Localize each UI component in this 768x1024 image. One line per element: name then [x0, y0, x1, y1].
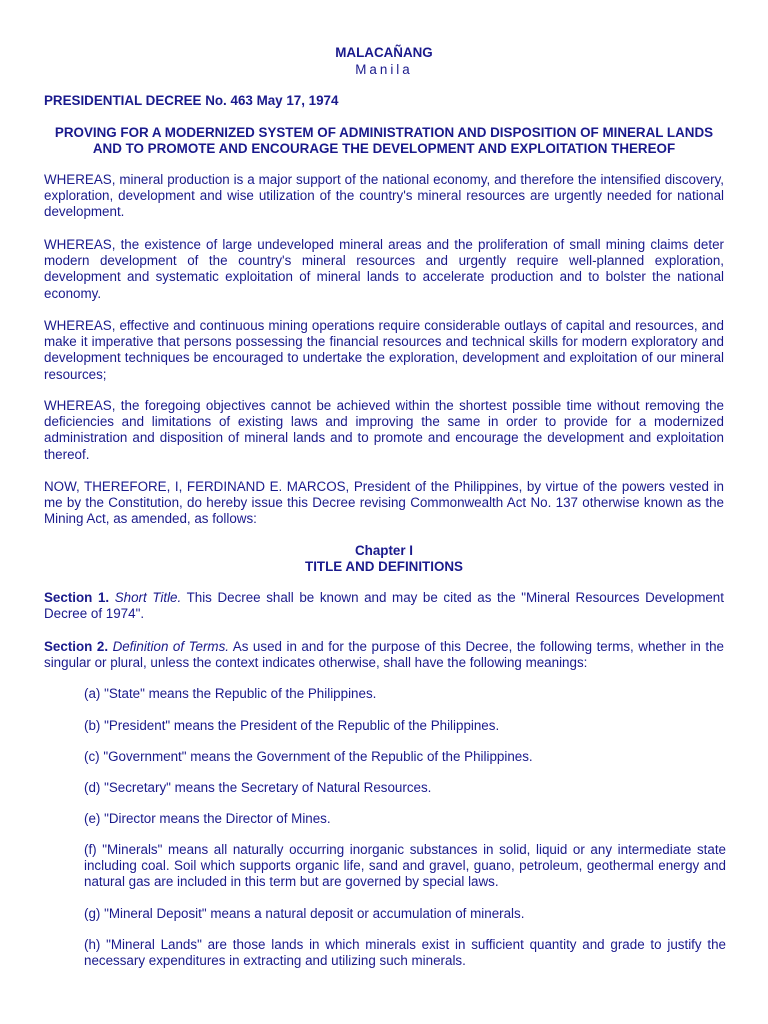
section-text: As used in and for the purpose of this Decree, the following terms, whether in the singular or plural, unless the context indicates otherwise, shall have the following meanings: — [44, 639, 724, 671]
definition-item: (b) "President" means the President of the Republic of the Philippines. — [84, 718, 500, 733]
definition-item: (e) "Director means the Director of Mines. — [84, 811, 331, 826]
decree-title: PROVING FOR A MODERNIZED SYSTEM OF ADMINISTRATION AND DISPOSITION OF MINERAL LANDS AND TO PROMOTE AND ENCOURAGE THE DEVELOPMENT AND EXPLOITATION THEREOF — [54, 125, 714, 157]
section-label: Section 1. — [44, 590, 110, 605]
whereas-paragraph: WHEREAS, the existence of large undeveloped mineral areas and the proliferation of small mining claims deter modern development of the country's mineral resources and urgently require well-planned exploration, development and systematic exploitation of mineral lands to accelerate production and to bolster the national economy. — [44, 237, 724, 301]
whereas-paragraph: WHEREAS, the foregoing objectives cannot be achieved within the shortest possible time without removing the deficiencies and limitations of existing laws and improving the same in order to provide for a modernized administration and disposition of mineral lands and to promote and encourage the development and exploitation thereof. — [44, 398, 724, 462]
decree-number: PRESIDENTIAL DECREE No. 463 May 17, 1974 — [44, 93, 339, 108]
section-heading: Definition of Terms. — [112, 639, 230, 654]
office-heading: MALACAÑANG — [335, 45, 433, 60]
section-label: Section 2. — [44, 639, 109, 654]
definition-item: (d) "Secretary" means the Secretary of Natural Resources. — [84, 780, 432, 795]
definition-item: (h) "Mineral Lands" are those lands in which minerals exist in sufficient quantity and grade to justify the necessary expenditures in extracting and utilizing such minerals. — [84, 937, 726, 969]
definition-item: (g) "Mineral Deposit" means a natural deposit or accumulation of minerals. — [84, 906, 525, 921]
section-1 — [44, 590, 724, 622]
chapter-name: TITLE AND DEFINITIONS — [305, 559, 463, 574]
definition-item: (c) "Government" means the Government of the Republic of the Philippines. — [84, 749, 533, 764]
section-heading: Short Title. — [114, 590, 182, 605]
section-text: This Decree shall be known and may be cited as the "Mineral Resources Development Decree of 1974". — [44, 590, 724, 622]
definition-item: (f) "Minerals" means all naturally occurring inorganic substances in solid, liquid or any intermediate state including coal. Soil which supports organic life, sand and gravel, guano, petroleum, geothermal energy and natural gas are included in this term but are governed by special laws. — [84, 842, 726, 890]
enacting-clause: NOW, THEREFORE, I, FERDINAND E. MARCOS, President of the Philippines, by virtue of the powers vested in me by the Constitution, do hereby issue this Decree revising Commonwealth Act No. 137 otherwise known as the Mining Act, as amended, as follows: — [44, 479, 724, 527]
whereas-paragraph: WHEREAS, mineral production is a major support of the national economy, and therefore the intensified discovery, exploration, development and wise utilization of the country's mineral resources are urgently needed for national development. — [44, 172, 724, 220]
whereas-paragraph: WHEREAS, effective and continuous mining operations require considerable outlays of capital and resources, and make it imperative that persons possessing the financial resources and technical skills for modern exploratory and development techniques be encouraged to undertake the exploration, development and exploitation of our mineral resources; — [44, 318, 724, 382]
chapter-number: Chapter I — [354, 543, 414, 558]
city-subheading: Manila — [355, 62, 413, 77]
definition-item: (a) "State" means the Republic of the Philippines. — [84, 686, 377, 701]
section-2 — [44, 639, 724, 671]
